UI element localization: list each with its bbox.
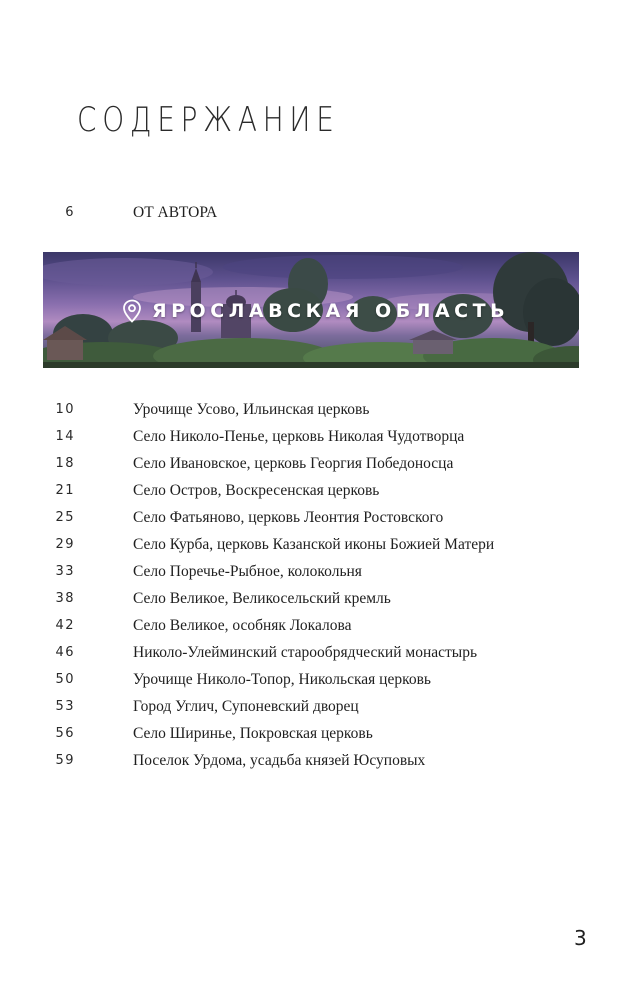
toc-entry[interactable] bbox=[0, 723, 600, 745]
toc-entry-label: ОТ АВТОРА bbox=[133, 204, 218, 221]
toc-entry[interactable] bbox=[0, 507, 600, 529]
toc-entry-label: Город Углич, Супоневский дворец bbox=[133, 698, 359, 715]
toc-entry[interactable] bbox=[0, 669, 600, 691]
toc-entry-label: Урочище Усово, Ильинская церковь bbox=[133, 401, 370, 418]
toc-entry[interactable] bbox=[0, 534, 600, 556]
toc-entry-label: Село Ивановское, церковь Георгия Победоносца bbox=[133, 455, 454, 472]
location-pin-icon bbox=[122, 299, 142, 323]
toc-page-number: 59 bbox=[55, 753, 75, 768]
page-title: СОДЕРЖАНИЕ bbox=[77, 100, 340, 140]
toc-entry[interactable] bbox=[0, 615, 600, 637]
toc-page-number: 18 bbox=[55, 456, 75, 471]
toc-entry[interactable] bbox=[0, 750, 600, 772]
toc-entry-author[interactable] bbox=[0, 202, 600, 224]
toc-page-number: 21 bbox=[55, 483, 75, 498]
toc-page-number: 46 bbox=[55, 645, 75, 660]
toc-entry[interactable] bbox=[0, 642, 600, 664]
toc-page-number: 6 bbox=[65, 205, 75, 220]
toc-page-number: 29 bbox=[55, 537, 75, 552]
toc-entry-label: Село Фатьяново, церковь Леонтия Ростовского bbox=[133, 509, 444, 526]
toc-entry-label: Село Великое, особняк Локалова bbox=[133, 617, 352, 634]
toc-page-number: 33 bbox=[55, 564, 75, 579]
toc-entry-label: Урочище Николо-Топор, Никольская церковь bbox=[133, 671, 431, 688]
toc-page-number: 42 bbox=[55, 618, 75, 633]
toc-entry[interactable] bbox=[0, 480, 600, 502]
toc-entry[interactable] bbox=[0, 588, 600, 610]
toc-entry-label: Село Остров, Воскресенская церковь bbox=[133, 482, 380, 499]
toc-entry[interactable] bbox=[0, 453, 600, 475]
toc-page-number: 56 bbox=[55, 726, 75, 741]
toc-page-number: 53 bbox=[55, 699, 75, 714]
region-name: ЯРОСЛАВСКАЯ ОБЛАСТЬ bbox=[152, 300, 510, 322]
toc-page-number: 25 bbox=[55, 510, 75, 525]
toc-entry[interactable] bbox=[0, 696, 600, 718]
toc-page-number: 50 bbox=[55, 672, 75, 687]
toc-entry-label: Село Ширинье, Покровская церковь bbox=[133, 725, 373, 742]
toc-entry[interactable] bbox=[0, 426, 600, 448]
toc-entry-label: Село Николо-Пенье, церковь Николая Чудотворца bbox=[133, 428, 465, 445]
page-number: 3 bbox=[574, 926, 587, 950]
toc-entry-label: Село Великое, Великосельский кремль bbox=[133, 590, 391, 607]
toc-entry-label: Село Курба, церковь Казанской иконы Божией Матери bbox=[133, 536, 495, 553]
toc-page-number: 10 bbox=[55, 402, 75, 417]
toc-entry-label: Село Поречье-Рыбное, колокольня bbox=[133, 563, 362, 580]
toc-page-number: 38 bbox=[55, 591, 75, 606]
toc-entry[interactable] bbox=[0, 561, 600, 583]
toc-entry-label: Николо-Улейминский старообрядческий монастырь bbox=[133, 644, 478, 661]
toc-page-number: 14 bbox=[55, 429, 75, 444]
region-heading[interactable] bbox=[122, 296, 509, 326]
toc-entry[interactable] bbox=[0, 399, 600, 421]
toc-entry-label: Поселок Урдома, усадьба князей Юсуповых bbox=[133, 752, 426, 769]
